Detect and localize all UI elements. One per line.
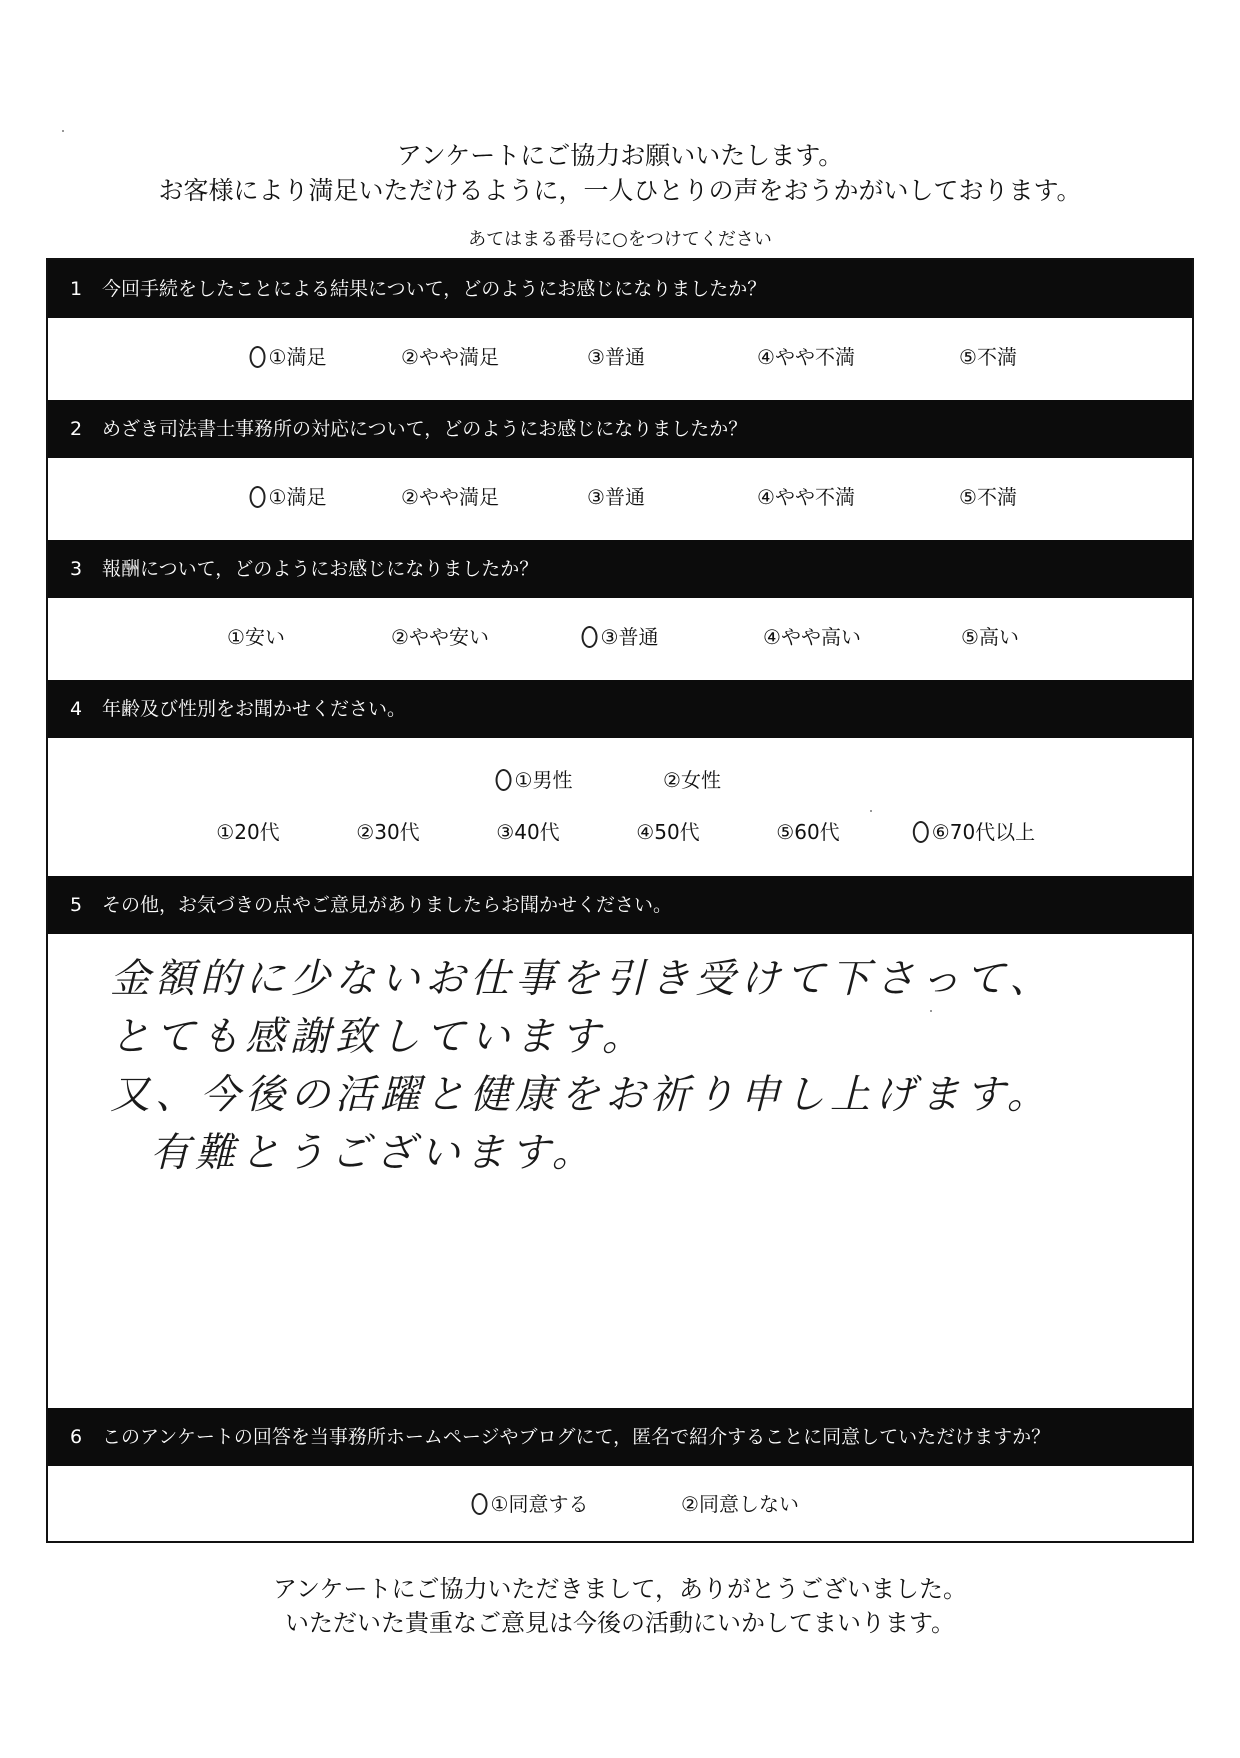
q3-option-3[interactable]: ③普通 [582,623,659,651]
question-1-header [48,260,1192,318]
q1-option-3[interactable]: ③普通 [587,345,645,369]
question-3-text: 報酬について，どのようにお感じになりましたか？ [102,558,539,580]
footer-line-2: いただいた貴重なご意見は今後の活動にいかしてまいります。 [284,1609,956,1637]
question-3-header [48,540,1192,598]
scan-speck [930,1010,932,1012]
handwritten-comment [110,950,1070,1182]
question-2-options [48,458,1192,540]
question-4-options [48,738,1192,876]
question-6-text: このアンケートの回答を当事務所ホームページやブログにて，匿名で紹介することに同意していただけますか？ [102,1426,1051,1448]
question-6-number: 6 [70,1426,83,1448]
question-4-number: 4 [70,698,83,720]
comment-line-4: 有難とうございます。 [150,1130,597,1176]
q1-option-1[interactable]: ①満足 [250,343,327,371]
q4-gender-option-1[interactable]: ①男性 [496,766,573,794]
survey-footer [0,1572,1240,1640]
comment-line-3: 又、今後の活躍と健康をお祈り申し上げます。 [110,1072,1052,1118]
selected-circle-mark [582,626,598,648]
question-2-header [48,400,1192,458]
selected-circle-mark [472,1493,488,1515]
question-6-options [48,1466,1192,1541]
question-4-header [48,680,1192,738]
q3-option-2[interactable]: ②やや安い [391,625,489,649]
question-2-text: めざき司法書士事務所の対応について，どのようにお感じになりましたか？ [102,418,748,440]
q1-option-4[interactable]: ④やや不満 [757,345,855,369]
question-1-number: 1 [70,278,83,300]
survey-form [46,258,1194,1543]
header-line-1: アンケートにご協力お願いいたします。 [396,141,844,170]
q4-age-option-6[interactable]: ⑥70代以上 [913,818,1035,846]
question-5-text: その他，お気づきの点やご意見がありましたらお聞かせください。 [102,894,673,916]
q3-option-4[interactable]: ④やや高い [763,625,861,649]
selected-circle-mark [250,486,266,508]
q6-option-2[interactable]: ②同意しない [681,1492,799,1516]
selected-circle-mark [250,346,266,368]
q2-option-4[interactable]: ④やや不満 [757,485,855,509]
question-3-options [48,598,1192,680]
q4-age-option-4[interactable]: ④50代 [636,820,700,844]
footer-line-1: アンケートにご協力いただきまして，ありがとうございました。 [272,1575,968,1603]
question-2-number: 2 [70,418,83,440]
q2-option-3[interactable]: ③普通 [587,485,645,509]
q2-option-2[interactable]: ②やや満足 [401,485,499,509]
q4-age-option-3[interactable]: ③40代 [496,820,560,844]
q4-age-option-5[interactable]: ⑤60代 [776,820,840,844]
q3-option-5[interactable]: ⑤高い [961,625,1019,649]
question-5-header [48,876,1192,934]
selected-circle-mark [913,821,929,843]
comment-line-2: とても感謝致しています。 [110,1014,647,1060]
scan-speck [62,130,64,132]
q2-option-5[interactable]: ⑤不満 [959,485,1017,509]
question-4-text: 年齢及び性別をお聞かせください。 [102,698,407,720]
question-5-number: 5 [70,894,83,916]
scan-speck [870,810,872,812]
question-3-number: 3 [70,558,83,580]
q4-age-option-1[interactable]: ①20代 [216,820,280,844]
q1-option-5[interactable]: ⑤不満 [959,345,1017,369]
q2-option-1[interactable]: ①満足 [250,483,327,511]
question-1-options [48,318,1192,400]
q3-option-1[interactable]: ①安い [227,625,285,649]
selected-circle-mark [496,769,512,791]
header-line-2: お客様により満足いただけるように，一人ひとりの声をおうかがいしております。 [158,176,1082,205]
q1-option-2[interactable]: ②やや満足 [401,345,499,369]
instruction-text: あてはまる番号に○をつけてください [468,229,772,250]
q6-option-1[interactable]: ①同意する [472,1490,589,1518]
survey-header [0,138,1240,208]
q4-age-option-2[interactable]: ②30代 [356,820,420,844]
question-6-header [48,1408,1192,1466]
question-1-text: 今回手続をしたことによる結果について，どのようにお感じになりましたか？ [102,278,767,300]
q4-gender-option-2[interactable]: ②女性 [663,768,721,792]
comment-line-1: 金額的に少ないお仕事を引き受けて下さって、 [110,956,1055,1002]
